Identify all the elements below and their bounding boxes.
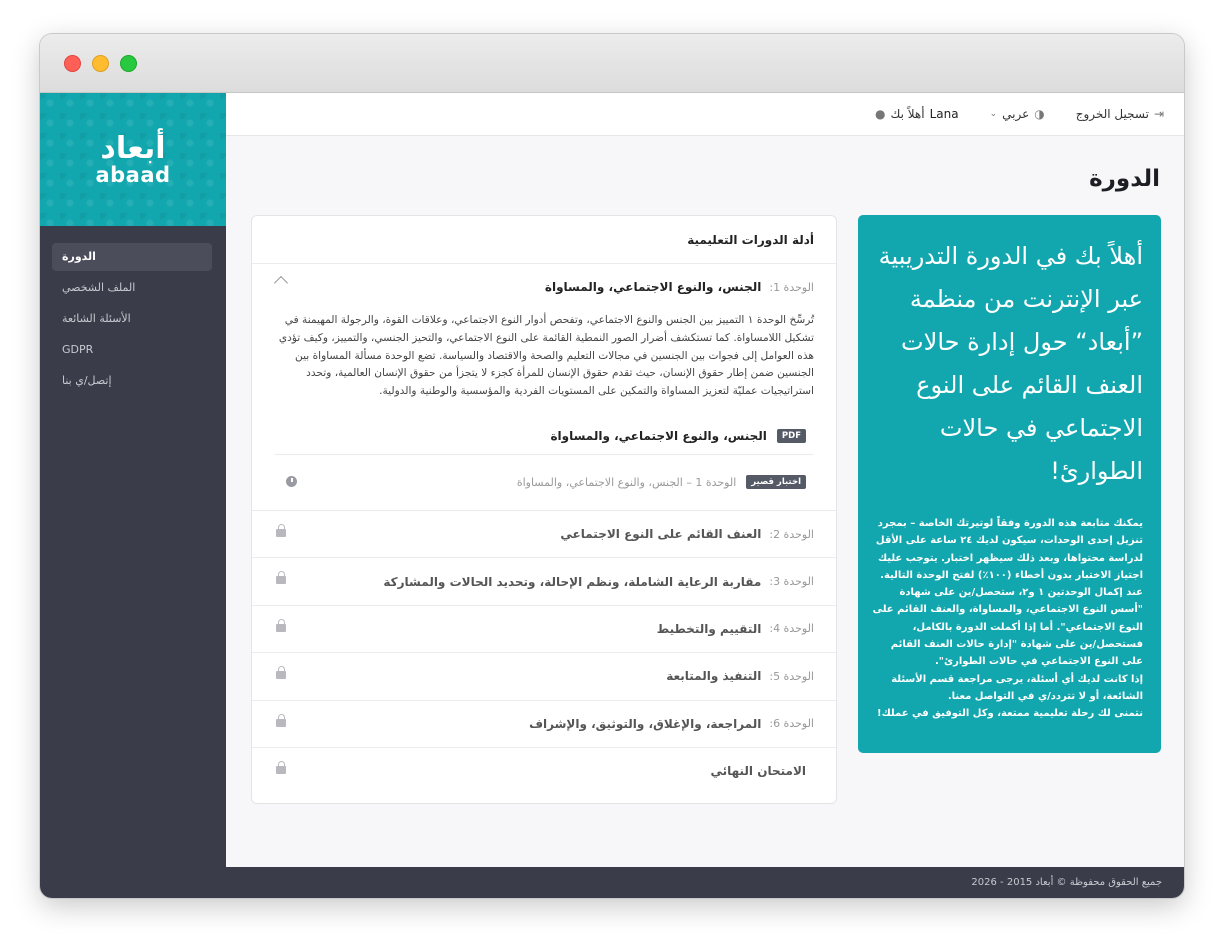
unit-title: مقاربة الرعاية الشاملة، ونظم الإحالة، وتحديد الحالات والمشاركة xyxy=(383,574,762,589)
unit-1-toggle[interactable] xyxy=(274,264,814,310)
language-icon: ◑ xyxy=(1034,107,1045,121)
sidebar-nav xyxy=(52,243,212,398)
pdf-badge: PDF xyxy=(777,429,806,443)
welcome-panel xyxy=(858,215,1161,753)
logo-arabic: أبعاد xyxy=(100,130,166,166)
unit-number: الوحدة 6: xyxy=(769,717,814,731)
lock-icon xyxy=(276,529,286,537)
unit-locked-row xyxy=(252,510,836,557)
pdf-title: الجنس، والنوع الاجتماعي، والمساواة xyxy=(550,429,767,444)
unit-number: الوحدة 5: xyxy=(769,669,814,683)
copyright-text: جميع الحقوق محفوظة © أبعاد 2015 - 2026 xyxy=(971,877,1162,888)
welcome-body xyxy=(872,515,1143,723)
unit-1-description: تُرسِّخ الوحدة ١ التمييز بين الجنس والنوع الاجتماعي، وتفحص أدوار النوع الاجتماعي، وعلاقات القوة، والرجولة المهيمنة في تشكيل اللامساواة. كما تستكشف أضرار الصور النمطية القائمة على النوع الاجتماعي، والتحيز الجنسي، والتمييز، وكيف تؤدي هذه العوامل إلى فجوات بين الجنسين في مجالات التعليم والصحة والاقتصاد والسياسة. تضع الوحدة مسألة المساواة بين الجنسين ضمن إطار حقوق الإنسان، حيث تقدم حقوق الإنسان للمرأة كجزء لا يتجزأ من حقوق الإنسان العالمية، وتحدد استراتيجيات عمليّة لتعزيز المساواة والتمكين على المستويات الفردية والمؤسسية والوطنية والدولية. xyxy=(278,314,814,398)
final-exam-row xyxy=(252,747,836,794)
sidebar-item-course[interactable]: الدورة xyxy=(52,243,212,271)
welcome-heading: أهلاً بك في الدورة التدريبية عبر الإنترنت من منظمة ”أبعاد“ حول إدارة حالات العنف القائم على النوع الاجتماعي في حالات الطوارئ! xyxy=(878,242,1143,485)
welcome-paragraph: نتمنى لك رحلة تعليمية ممتعة، وكل التوفيق في عملك! xyxy=(877,708,1143,720)
sidebar xyxy=(40,93,226,898)
close-window-button[interactable] xyxy=(64,55,81,72)
sidebar-item-contact[interactable]: إتصل/ي بنا xyxy=(62,374,112,387)
unit-title: المراجعة، والإغلاق، والتوثيق، والإشراف xyxy=(529,716,762,731)
clock-icon xyxy=(286,476,297,487)
unit-1-section xyxy=(252,264,836,510)
unit-number: الوحدة 4: xyxy=(769,622,814,636)
sidebar-item-profile[interactable]: الملف الشخصي xyxy=(62,281,136,294)
unit-locked-row xyxy=(252,700,836,747)
page-title: الدورة xyxy=(1089,166,1160,192)
unit-1-pdf-link[interactable] xyxy=(274,419,814,455)
course-guides-card xyxy=(251,215,837,804)
minimize-window-button[interactable] xyxy=(92,55,109,72)
unit-number: الوحدة 3: xyxy=(769,575,814,589)
chevron-down-icon: ⌄ xyxy=(989,109,998,119)
sidebar-item-faq[interactable]: الأسئلة الشائعة xyxy=(62,312,131,325)
unit-title: التقييم والتخطيط xyxy=(656,621,762,636)
user-menu[interactable] xyxy=(870,107,959,121)
unit-locked-row xyxy=(252,605,836,652)
logo-latin: abaad xyxy=(95,162,171,187)
lock-icon xyxy=(276,671,286,679)
chevron-up-icon[interactable] xyxy=(274,276,288,290)
user-greeting: أهلاً بك xyxy=(890,107,925,121)
unit-title: التنفيذ والمتابعة xyxy=(666,669,762,684)
maximize-window-button[interactable] xyxy=(120,55,137,72)
sidebar-item-gdpr[interactable]: GDPR xyxy=(62,343,94,356)
user-name: Lana xyxy=(929,107,959,121)
user-icon: ● xyxy=(874,107,886,121)
unit-title: الامتحان النهائي xyxy=(710,764,806,779)
welcome-paragraph: يمكنك متابعة هذه الدورة وفقاً لوتيرتك الخاصة – بمجرد تنزيل إحدى الوحدات، سيكون لديك ٢٤ ساعة على الأقل لدراسة محتواها، وبعد ذلك سيظهر اختبار. يتوجب عليك اجتياز الاختبار بدون أخطاء (١٠٠٪) لفتح الوحدة التالية. xyxy=(875,518,1143,581)
unit-number: الوحدة 1: xyxy=(769,280,814,294)
welcome-paragraph: إذا كانت لديك أي أسئلة، يرجى مراجعة قسم الأسئلة الشائعة، أو لا تتردد/ي في التواصل معنا. xyxy=(891,673,1143,702)
browser-window xyxy=(40,34,1184,898)
lock-icon xyxy=(276,719,286,727)
unit-number: الوحدة 2: xyxy=(769,527,814,541)
window-titlebar xyxy=(40,34,1184,93)
quiz-badge: اختبار قصير xyxy=(746,475,806,489)
top-bar xyxy=(226,93,1184,136)
lock-icon xyxy=(276,624,286,632)
welcome-paragraph: عند إكمال الوحدتين ١ و٢، ستحصل/ين على شهادة "أسس النوع الاجتماعي، والمساواة، والعنف القائم على النوع الاجتماعي". أما إذا أكملت الدورة بالكامل، فستحصل/ين على شهادة "إدارة حالات العنف القائم على النوع الاجتماعي في حالات الطوارئ". xyxy=(872,587,1143,668)
unit-title: العنف القائم على النوع الاجتماعي xyxy=(560,527,762,542)
unit-locked-row xyxy=(252,557,836,604)
language-selector[interactable]: ◑ عربي ⌄ xyxy=(989,107,1045,121)
footer xyxy=(226,867,1184,898)
guides-header: أدلة الدورات التعليمية xyxy=(252,216,836,264)
lock-icon xyxy=(276,576,286,584)
unit-title: الجنس، والنوع الاجتماعي، والمساواة xyxy=(544,280,762,294)
lock-icon xyxy=(276,766,286,774)
unit-1-quiz-link[interactable] xyxy=(274,455,814,510)
quiz-title: الوحدة 1 – الجنس، والنوع الاجتماعي، والمساواة xyxy=(516,475,737,489)
logout-icon: ⇥ xyxy=(1153,107,1164,121)
logout-link[interactable]: ⇥ تسجيل الخروج xyxy=(1075,107,1164,121)
abaad-logo[interactable] xyxy=(40,93,226,226)
unit-locked-row xyxy=(252,652,836,699)
